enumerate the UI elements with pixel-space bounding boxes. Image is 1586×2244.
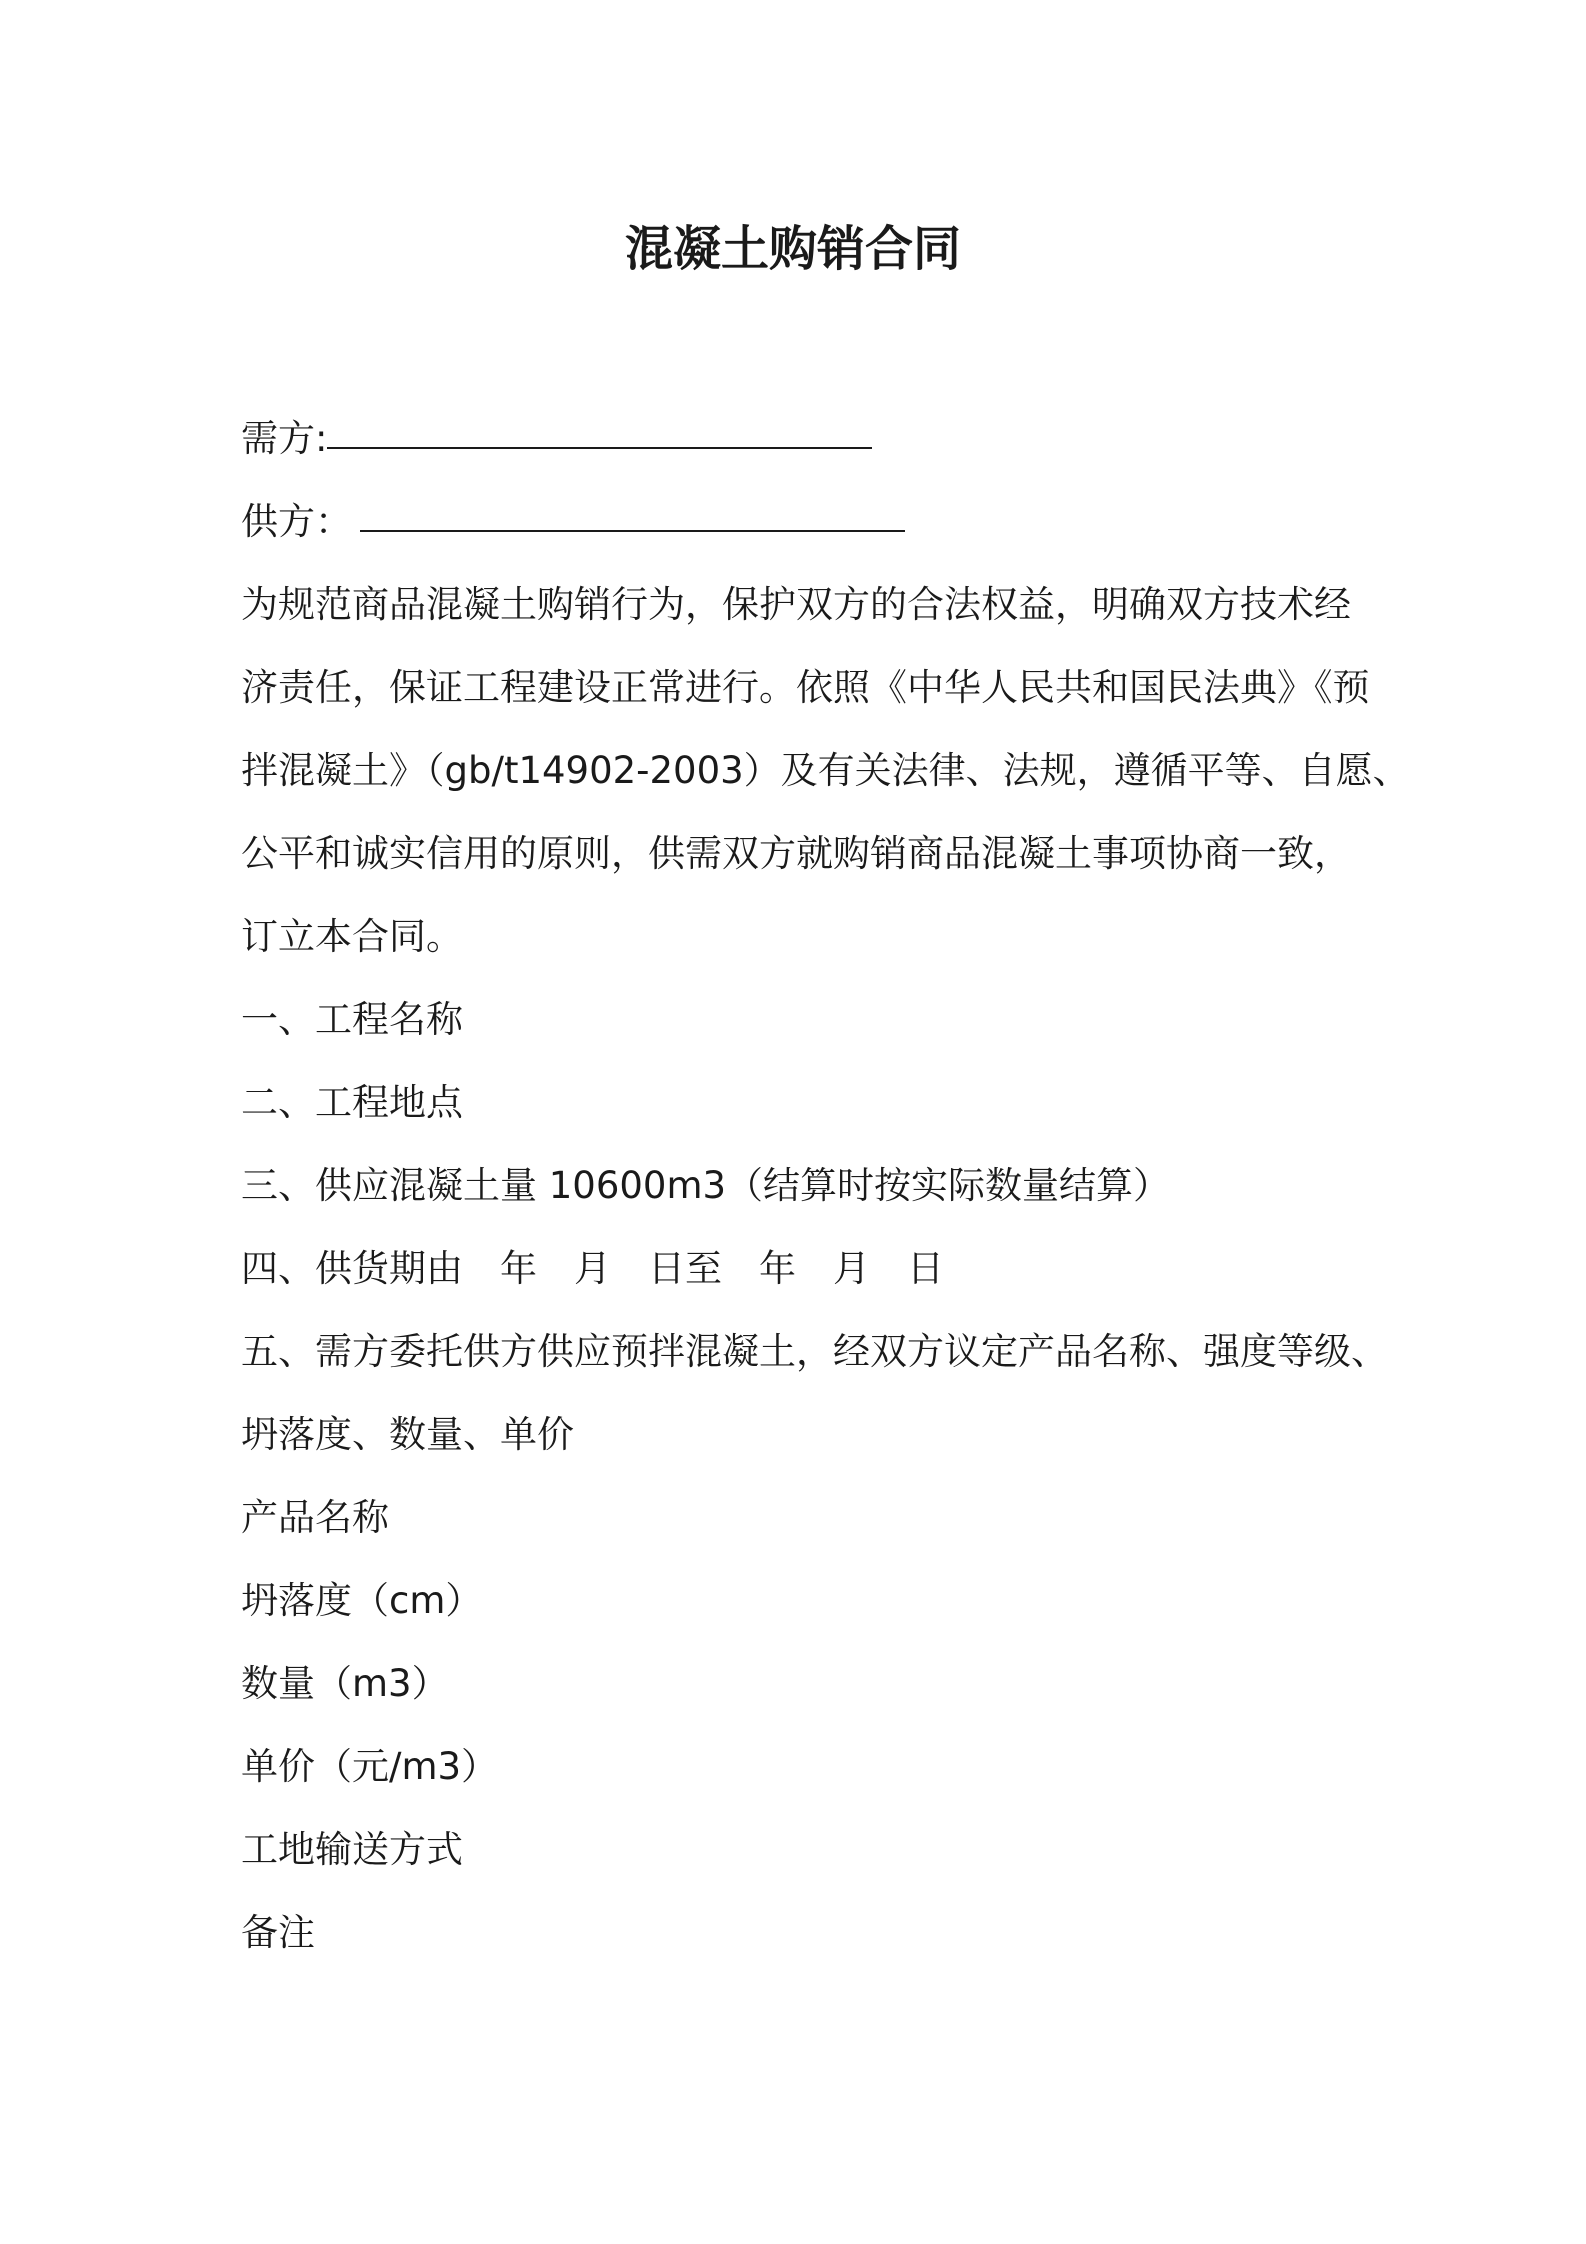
section-supply-quantity: 三、供应混凝土量 10600m3（结算时按实际数量结算）: [241, 1164, 1171, 1207]
intro-paragraph-line: 订立本合同。: [241, 915, 463, 958]
field-quantity: 数量（m3）: [241, 1662, 449, 1705]
supply-party-label: 供方：: [241, 500, 352, 543]
section-project-name: 一、工程名称: [241, 998, 463, 1041]
supply-party-line: [241, 496, 905, 548]
supply-party-blank[interactable]: [360, 530, 905, 532]
intro-paragraph-line: 公平和诚实信用的原则，供需双方就购销商品混凝土事项协商一致，: [241, 832, 1351, 875]
field-slump: 坍落度（cm）: [241, 1579, 483, 1622]
demand-party-label: 需方:: [241, 417, 328, 460]
contract-title: 混凝土购销合同: [624, 221, 961, 277]
field-delivery-method: 工地输送方式: [241, 1828, 463, 1871]
intro-paragraph-line: 济责任，保证工程建设正常进行。依照《中华人民共和国民法典》《预: [241, 666, 1370, 709]
demand-party-blank[interactable]: [327, 447, 872, 449]
intro-paragraph-line: 为规范商品混凝土购销行为，保护双方的合法权益，明确双方技术经: [241, 583, 1351, 626]
field-product-name: 产品名称: [241, 1496, 389, 1539]
section-supply-period: 四、供货期由 年 月 日至 年 月 日: [241, 1247, 944, 1290]
section-product-terms: 五、需方委托供方供应预拌混凝土，经双方议定产品名称、强度等级、: [241, 1330, 1388, 1373]
field-unit-price: 单价（元/m3）: [241, 1745, 499, 1788]
section-project-location: 二、工程地点: [241, 1081, 463, 1124]
section-product-terms-cont: 坍落度、数量、单价: [241, 1413, 574, 1456]
demand-party-line: [241, 413, 872, 465]
field-remarks: 备注: [241, 1911, 315, 1954]
intro-paragraph-line: 拌混凝土》（gb/t14902-2003）及有关法律、法规，遵循平等、自愿、: [241, 749, 1410, 792]
